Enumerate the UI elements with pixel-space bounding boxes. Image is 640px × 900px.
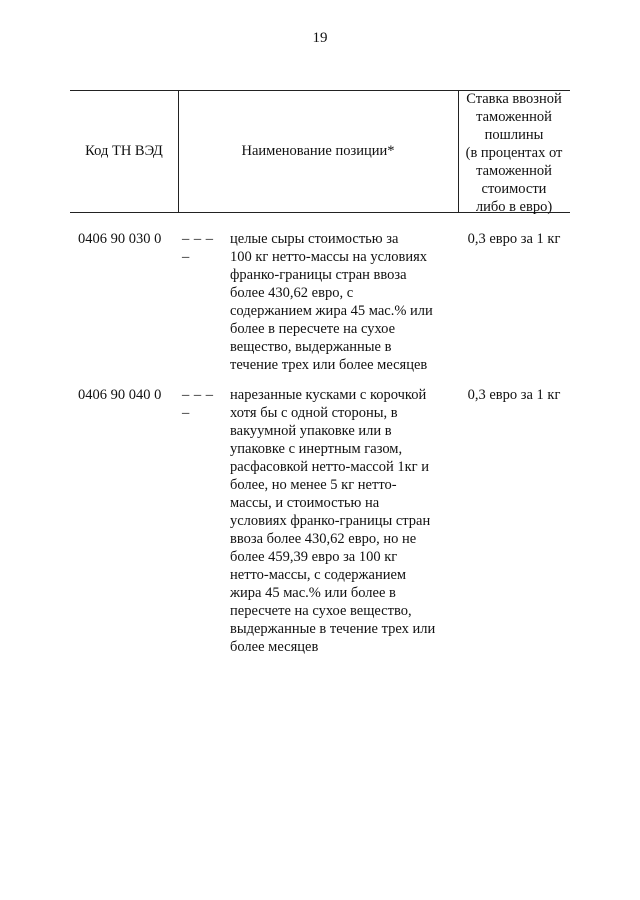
description-line: упаковке с инертным газом, bbox=[230, 441, 403, 457]
row-2-dashes: – – – – bbox=[182, 387, 214, 421]
header-code: Код ТН ВЭД bbox=[85, 143, 163, 159]
description-line: 100 кг нетто-массы на условиях bbox=[230, 249, 428, 265]
description-line: более, но менее 5 кг нетто- bbox=[230, 477, 397, 493]
header-rate-line: пошлины bbox=[484, 127, 544, 143]
header-rate-line: Ставка ввозной bbox=[466, 91, 562, 107]
description-line: течение трех или более месяцев bbox=[230, 357, 428, 373]
description-line: расфасовкой нетто-массой 1кг и bbox=[230, 459, 430, 475]
header-rate-line: таможенной bbox=[476, 109, 552, 125]
description-line: вакуумной упаковке или в bbox=[230, 423, 392, 439]
row-1-description bbox=[230, 230, 452, 374]
row-2-rate: 0,3 евро за 1 кг bbox=[467, 387, 561, 403]
description-line: хотя бы с одной стороны, в bbox=[230, 405, 398, 421]
description-line: нарезанные кусками с корочкой bbox=[230, 387, 427, 403]
description-line: содержанием жира 45 мас.% или bbox=[230, 303, 433, 319]
description-line: более 430,62 евро, с bbox=[230, 285, 354, 301]
row-1-rate: 0,3 евро за 1 кг bbox=[467, 231, 561, 247]
row-2-description bbox=[230, 386, 452, 656]
description-line: целые сыры стоимостью за bbox=[230, 231, 399, 247]
row-1-dashes: – – – – bbox=[182, 231, 214, 265]
header-rate-line: стоимости bbox=[481, 181, 547, 197]
header-rate bbox=[458, 90, 570, 216]
header-rate-line: таможенной bbox=[476, 163, 552, 179]
header-rate-line: (в процентах от bbox=[465, 145, 563, 161]
description-line: условиях франко-границы стран bbox=[230, 513, 431, 529]
header-rate-line: либо в евро) bbox=[475, 199, 553, 215]
header-name: Наименование позиции* bbox=[241, 143, 395, 159]
description-line: пересчете на сухое вещество, bbox=[230, 603, 412, 619]
description-line: выдержанные в течение трех или bbox=[230, 621, 436, 637]
description-line: франко-границы стран ввоза bbox=[230, 267, 407, 283]
description-line: вещество, выдержанные в bbox=[230, 339, 392, 355]
description-line: более в пересчете на сухое bbox=[230, 321, 396, 337]
description-line: более месяцев bbox=[230, 639, 319, 655]
page-number: 19 bbox=[312, 30, 328, 46]
description-line: нетто-массы, с содержанием bbox=[230, 567, 407, 583]
description-line: жира 45 мас.% или более в bbox=[230, 585, 396, 601]
description-line: массы, и стоимостью на bbox=[230, 495, 380, 511]
row-2-code: 0406 90 040 0 bbox=[78, 387, 162, 403]
description-line: ввоза более 430,62 евро, но не bbox=[230, 531, 417, 547]
row-1-code: 0406 90 030 0 bbox=[78, 231, 162, 247]
description-line: более 459,39 евро за 100 кг bbox=[230, 549, 398, 565]
